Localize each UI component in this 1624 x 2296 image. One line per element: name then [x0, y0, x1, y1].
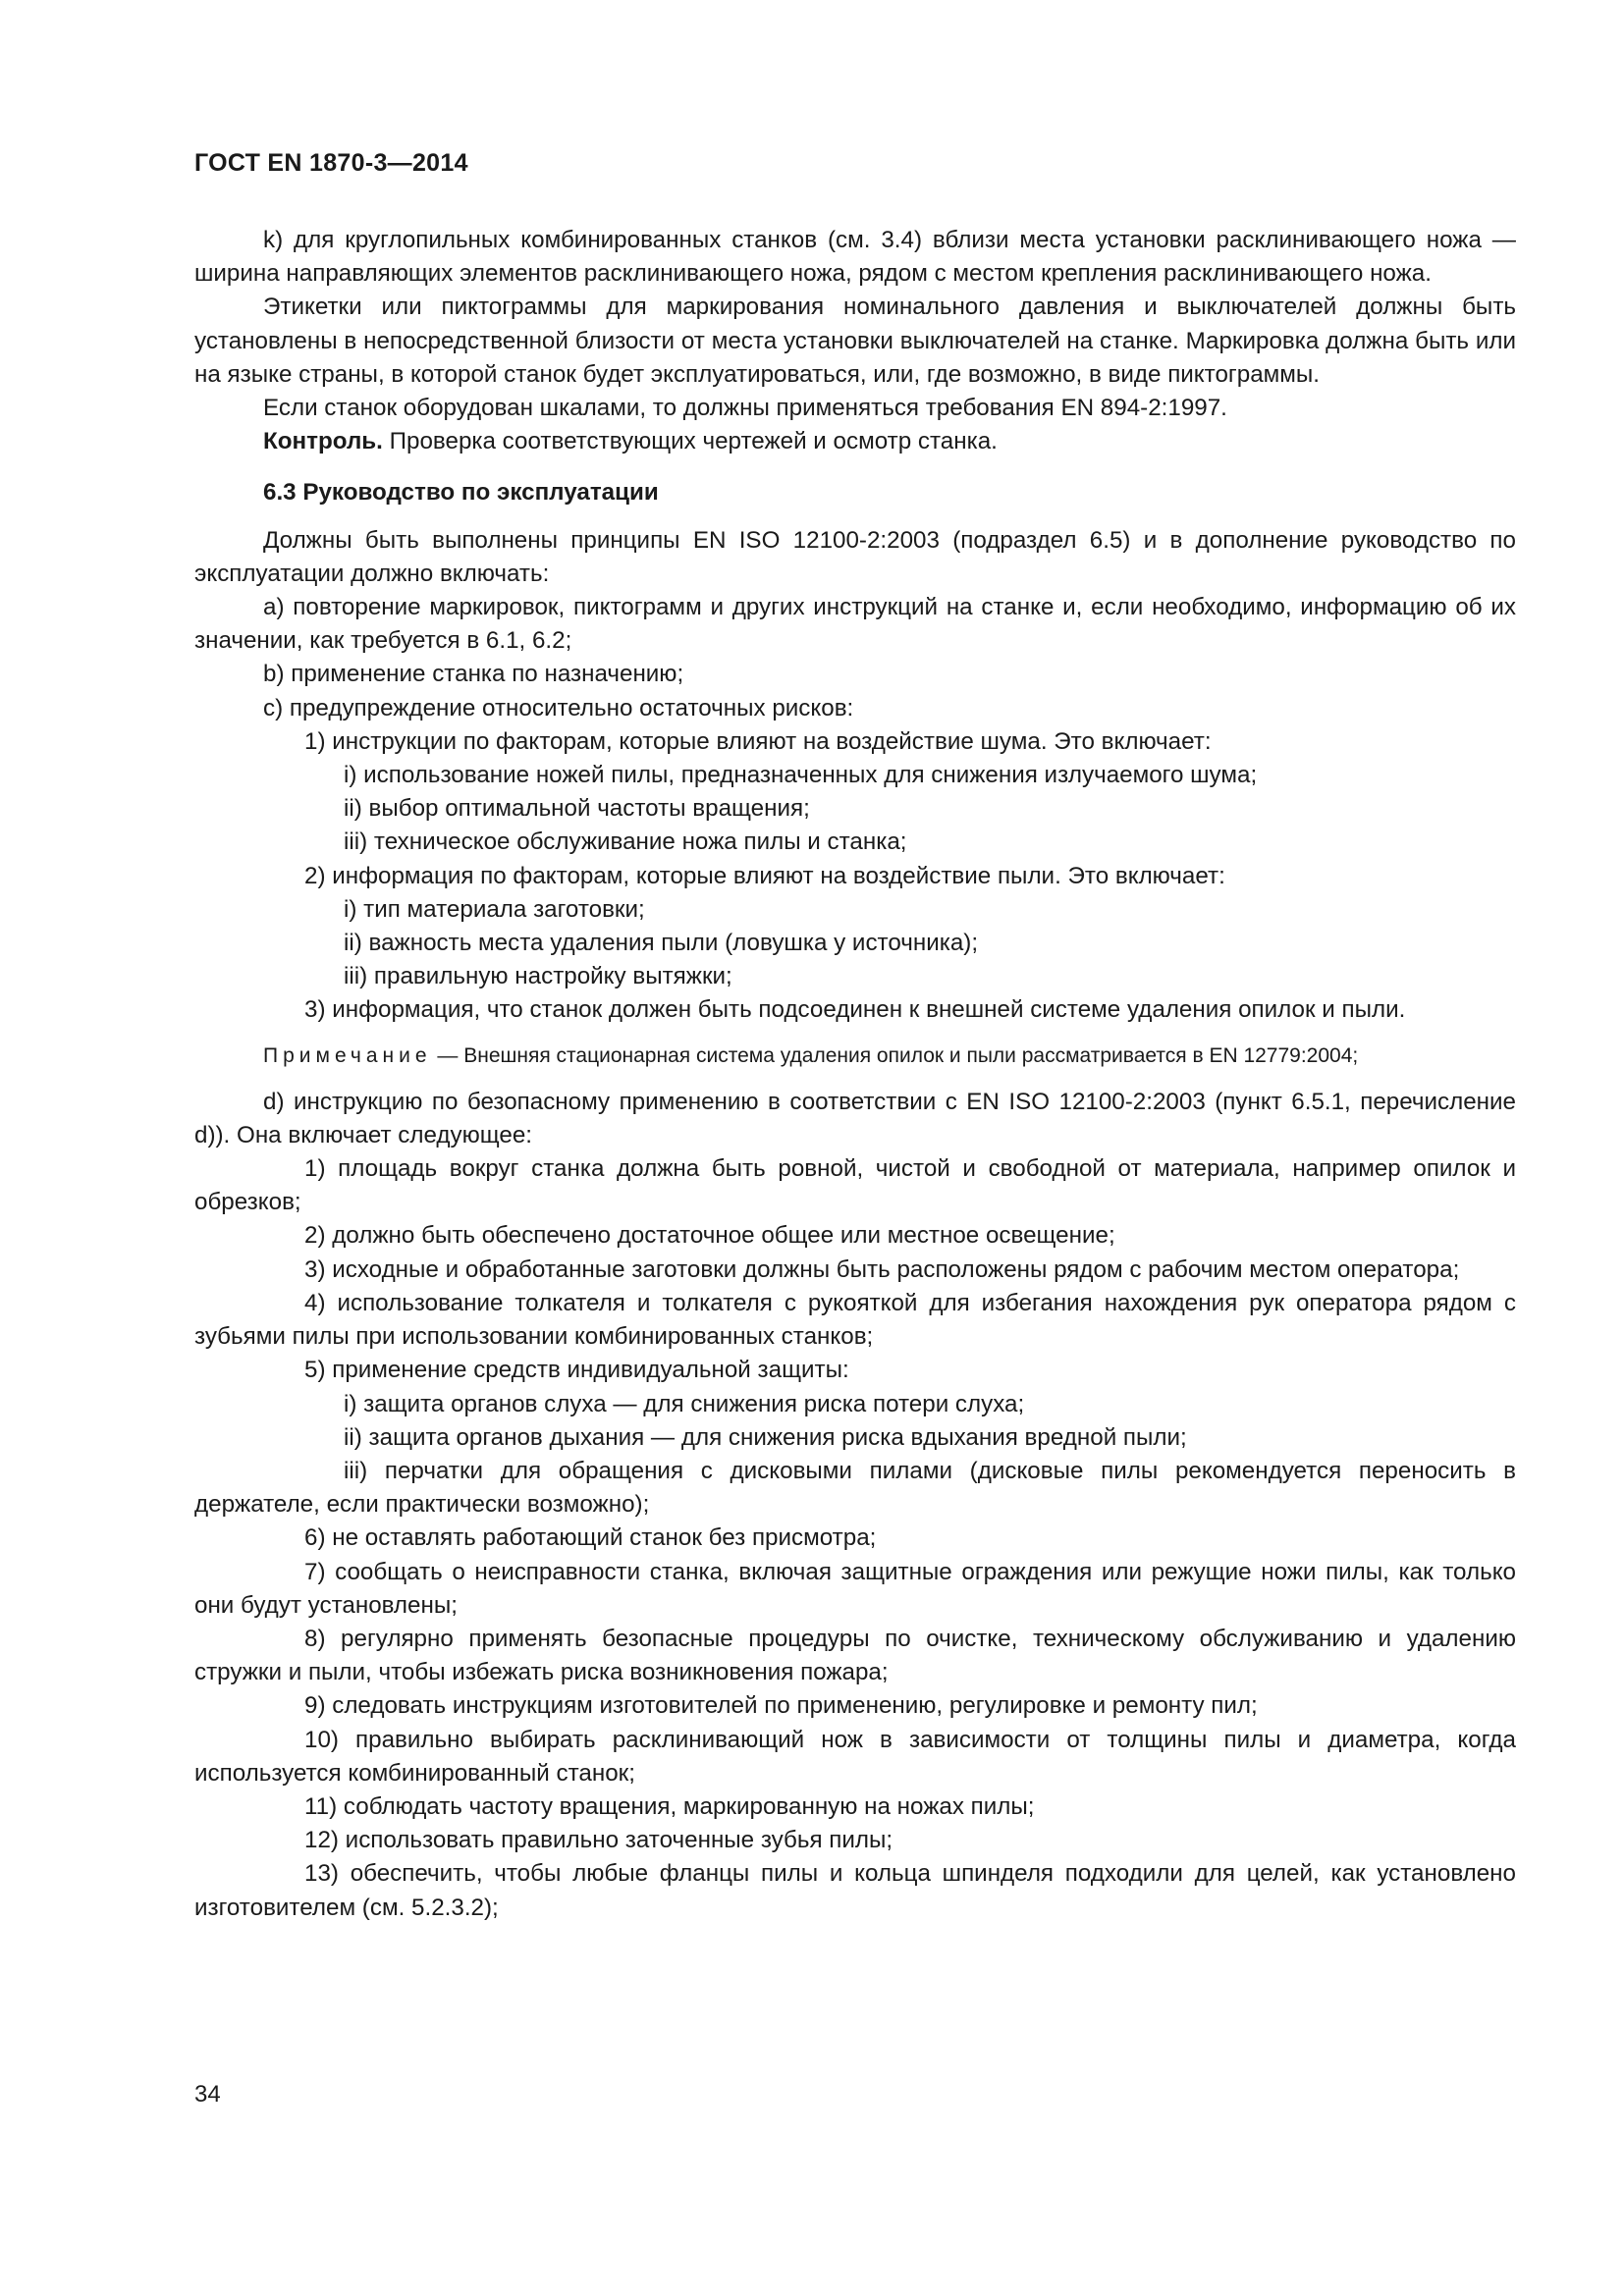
control-label: Контроль.	[263, 428, 383, 455]
list-item-c2-ii: ii) важность места удаления пыли (ловушка у источника);	[344, 930, 979, 957]
list-item-c1-i: i) использование ножей пилы, предназначенных для снижения излучаемого шума;	[344, 762, 1258, 789]
list-item-d13: 13) обеспечить, чтобы любые фланцы пилы и кольца шпинделя подходили для целей, как установлено изготовителем (см. 5.2.3.2);	[194, 1860, 1516, 1921]
list-item-c3: 3) информация, что станок должен быть подсоединен к внешней системе удаления опилок и пыли.	[304, 996, 1406, 1024]
list-item-d5-i: i) защита органов слуха — для снижения риска потери слуха;	[344, 1390, 1025, 1417]
list-item-c2-iii: iii) правильную настройку вытяжки;	[344, 963, 732, 990]
list-item-c1-iii: iii) техническое обслуживание ножа пилы и станка;	[344, 828, 907, 856]
list-item-d8: 8) регулярно применять безопасные процедуры по очистке, техническому обслуживанию и удалению стружки и пыли, чтобы избежать риска возникновения пожара;	[194, 1625, 1516, 1686]
list-item-d6: 6) не оставлять работающий станок без присмотра;	[304, 1524, 877, 1552]
list-item-c2-i: i) тип материала заготовки;	[344, 895, 645, 923]
document-body	[194, 224, 1516, 1925]
page-number: 34	[194, 2081, 221, 2108]
list-item-d2: 2) должно быть обеспечено достаточное общее или местное освещение;	[304, 1222, 1115, 1250]
list-item-d: d) инструкцию по безопасному применению в соответствии с EN ISO 12100-2:2003 (пункт 6.5.1, перечисление d)). Она включает следующее:	[194, 1088, 1516, 1148]
list-item-c1-ii: ii) выбор оптимальной частоты вращения;	[344, 795, 810, 823]
list-item-d5: 5) применение средств индивидуальной защиты:	[304, 1357, 849, 1384]
note-label: Примечание	[263, 1043, 432, 1067]
list-item-d3: 3) исходные и обработанные заготовки должны быть расположены рядом с рабочим местом оператора;	[304, 1255, 1460, 1283]
list-item-b: b) применение станка по назначению;	[263, 661, 684, 688]
paragraph-labels: Этикетки или пиктограммы для маркирования номинального давления и выключателей должны быть установлены в непосредственной близости от места установки выключателей на станке. Маркировка должна быть или на языке страны, в которой станок будет эксплуатироваться, или, где возможно, в виде пиктограммы.	[194, 294, 1516, 388]
control-text: Проверка соответствующих чертежей и осмотр станка.	[382, 428, 998, 455]
section-heading: 6.3 Руководство по эксплуатации	[263, 479, 659, 507]
list-item-d11: 11) соблюдать частоту вращения, маркированную на ножах пилы;	[304, 1792, 1035, 1820]
list-item-a: a) повторение маркировок, пиктограмм и других инструкций на станке и, если необходимо, информацию об их значении, как требуется в 6.1, 6.2;	[194, 594, 1516, 655]
note-text: — Внешняя стационарная система удаления опилок и пыли рассматривается в EN 12779:2004;	[431, 1043, 1359, 1067]
document-header: ГОСТ EN 1870-3—2014	[194, 149, 468, 177]
list-item-d5-ii: ii) защита органов дыхания — для снижения риска вдыхания вредной пыли;	[344, 1423, 1187, 1451]
paragraph-control	[194, 425, 1516, 458]
list-item-c1: 1) инструкции по факторам, которые влияют на воздействие шума. Это включает:	[304, 727, 1212, 755]
list-item-d1: 1) площадь вокруг станка должна быть ровной, чистой и свободной от материала, например опилок и обрезков;	[194, 1155, 1516, 1216]
list-item-d4: 4) использование толкателя и толкателя с рукояткой для избегания нахождения рук оператора рядом с зубьями пилы при использовании комбинированных станков;	[194, 1289, 1516, 1351]
paragraph-scales: Если станок оборудован шкалами, то должны применяться требования EN 894-2:1997.	[263, 395, 1227, 422]
list-item-d5-iii: iii) перчатки для обращения с дисковыми пилами (дисковые пилы рекомендуется переносить в держателе, если практически возможно);	[194, 1457, 1516, 1519]
list-item-c: c) предупреждение относительно остаточных рисков:	[263, 694, 854, 721]
list-item-d7: 7) сообщать о неисправности станка, включая защитные ограждения или режущие ножи пилы, как только они будут установлены;	[194, 1558, 1516, 1619]
paragraph-intro: Должны быть выполнены принципы EN ISO 12100-2:2003 (подраздел 6.5) и в дополнение руководство по эксплуатации должно включать:	[194, 526, 1516, 587]
list-item-d9: 9) следовать инструкциям изготовителей по применению, регулировке и ремонту пил;	[304, 1692, 1258, 1720]
item-k: k) для круглопильных комбинированных станков (см. 3.4) вблизи места установки расклинивающего ножа — ширина направляющих элементов расклинивающего ножа, рядом с местом крепления расклинивающего ножа.	[194, 227, 1516, 288]
list-item-d10: 10) правильно выбирать расклинивающий нож в зависимости от толщины пилы и диаметра, когда используется комбинированный станок;	[194, 1726, 1516, 1787]
note	[194, 1041, 1516, 1070]
list-item-c2: 2) информация по факторам, которые влияют на воздействие пыли. Это включает:	[304, 862, 1225, 889]
list-item-d12: 12) использовать правильно заточенные зубья пилы;	[304, 1827, 893, 1854]
